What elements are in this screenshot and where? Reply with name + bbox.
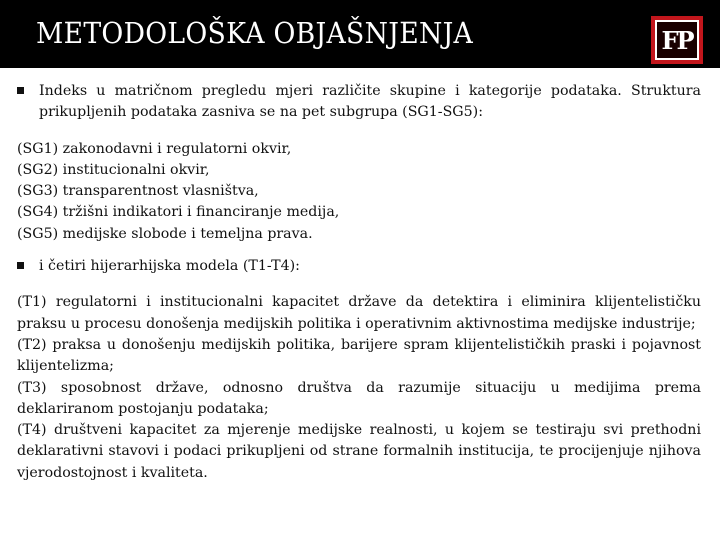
square-bullet-icon xyxy=(17,87,24,94)
fp-logo-frame xyxy=(655,20,699,60)
intro-text: Indeks u matričnom pregledu mjeri različite skupine i kategorije podataka. Struktura prikupljenih podataka zasniva se na pet subgrupa (SG1-SG5): xyxy=(39,83,701,121)
slide-content xyxy=(17,81,701,484)
subgroup-item: (SG3) transparentnost vlasništva, xyxy=(17,183,259,200)
models-intro-text: i četiri hijerarhijska modela (T1-T4): xyxy=(39,258,300,275)
subgroup-item: (SG1) zakonodavni i regulatorni okvir, xyxy=(17,140,292,157)
model-item: (T3) sposobnost države, odnosno društva da razumije situaciju u medijima prema deklariranom postojanju podataka; xyxy=(17,379,701,417)
subgroup-list xyxy=(17,139,701,245)
model-item: (T1) regulatorni i institucionalni kapacitet države da detektira i eliminira klijentelističku praksu u procesu donošenja medijskih politika i operativnim aktivnostima medijske industrije; xyxy=(17,294,701,332)
square-bullet-icon xyxy=(17,262,24,269)
models-bullet xyxy=(17,256,701,277)
subgroup-item: (SG4) tržišni indikatori i financiranje medija, xyxy=(17,204,340,221)
fp-logo xyxy=(651,16,703,64)
header-bar xyxy=(0,0,720,68)
model-list xyxy=(17,292,701,484)
model-item: (T4) društveni kapacitet za mjerenje medijske realnosti, u kojem se testiraju svi prethodni deklarativni stavovi i podaci prikupljeni od strane formalnih institucija, te procijenjuje njihova vjerodostojnost i kvaliteta. xyxy=(17,422,701,481)
intro-bullet xyxy=(17,81,701,124)
page-title: METODOLOŠKA OBJAŠNJENJA xyxy=(36,16,474,50)
fp-logo-text: FP xyxy=(661,25,693,55)
subgroup-item: (SG2) institucionalni okvir, xyxy=(17,161,210,178)
subgroup-item: (SG5) medijske slobode i temeljna prava. xyxy=(17,225,313,242)
model-item: (T2) praksa u donošenju medijskih politika, barijere spram klijentelističkih praski i pojavnost klijentelizma; xyxy=(17,336,701,375)
